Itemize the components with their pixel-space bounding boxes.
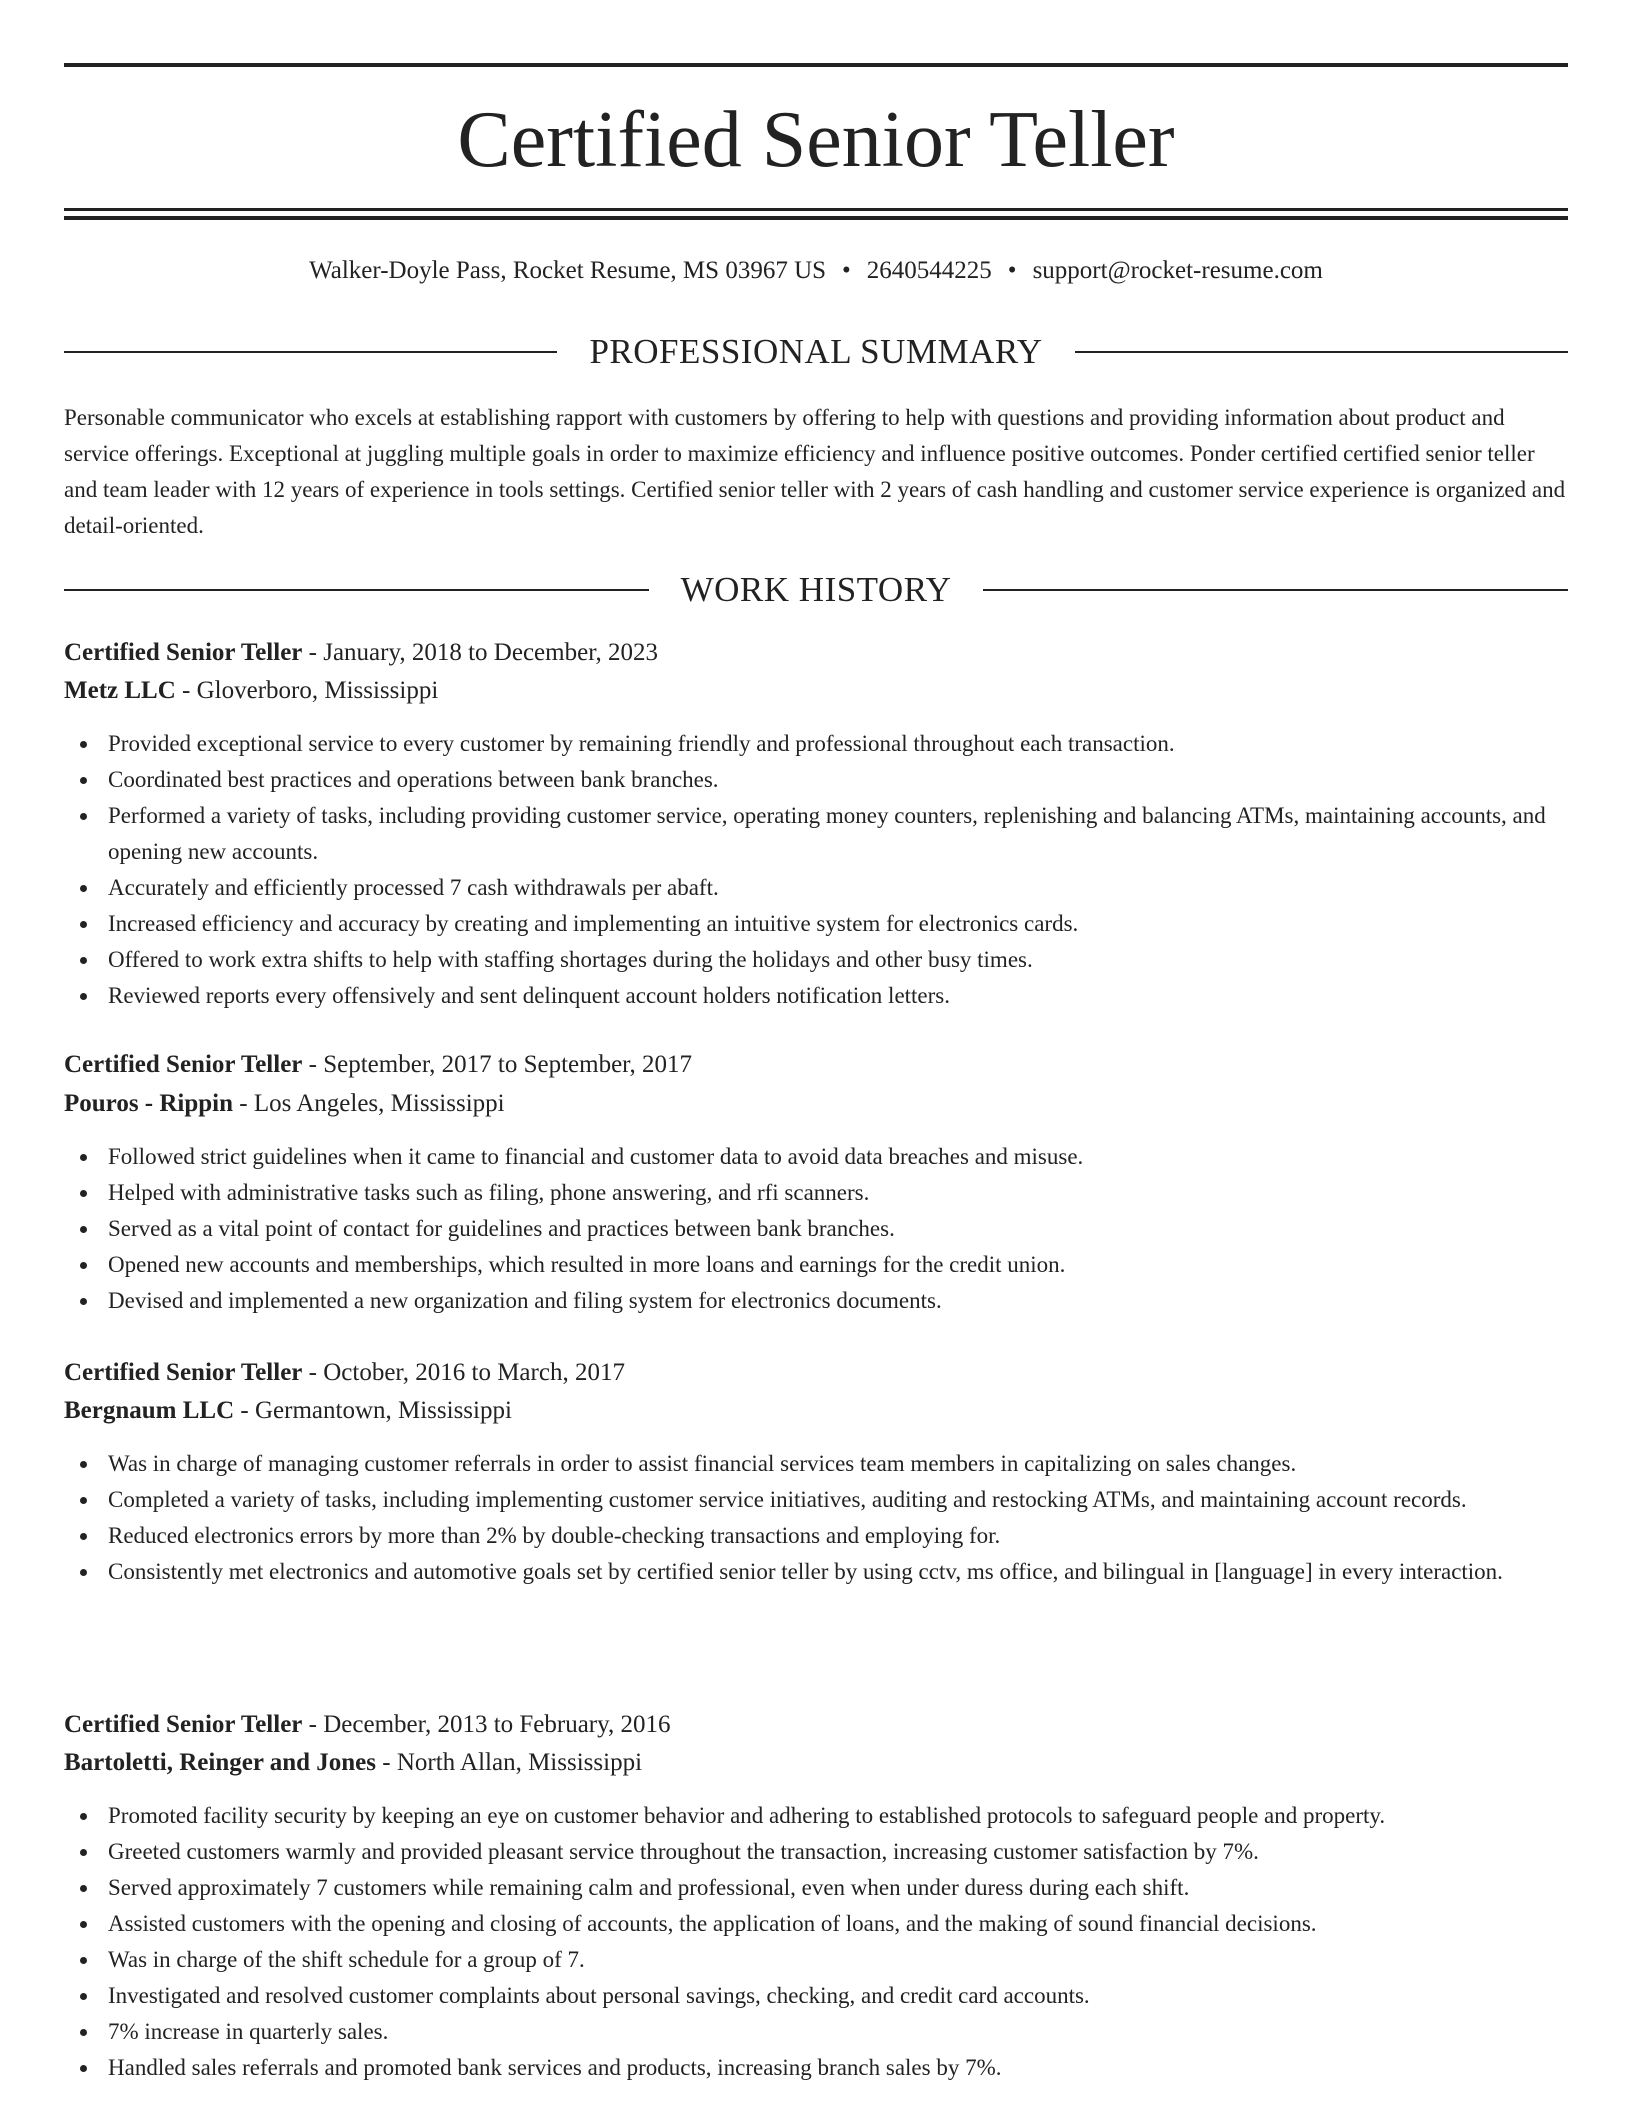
bullet-item: Opened new accounts and memberships, which resulted in more loans and earnings for the credit union. xyxy=(64,1247,1568,1283)
section-heading-summary xyxy=(64,330,1568,374)
bullet-item: Consistently met electronics and automotive goals set by certified senior teller by using cctv, ms office, and bilingual in [language] in every interaction. xyxy=(64,1554,1568,1590)
bullet-item: Followed strict guidelines when it came to financial and customer data to avoid data breaches and misuse. xyxy=(64,1139,1568,1175)
dash: - xyxy=(175,677,197,704)
bullet-item: Handled sales referrals and promoted bank services and products, increasing branch sales by 7%. xyxy=(64,2050,1568,2086)
dash: - xyxy=(234,1397,255,1424)
job-location: North Allan, Mississippi xyxy=(396,1749,643,1776)
section-title: WORK HISTORY xyxy=(680,570,952,609)
job-company: Bartoletti, Reinger and Jones xyxy=(64,1749,377,1776)
job-title-line xyxy=(64,1706,1568,1744)
job-title-line xyxy=(64,634,1568,672)
contact-email: support@rocket-resume.com xyxy=(1032,257,1323,284)
bullet-item: Provided exceptional service to every customer by remaining friendly and professional throughout each transaction. xyxy=(64,726,1568,762)
job-title: Certified Senior Teller xyxy=(64,1711,303,1738)
bullet-item: Completed a variety of tasks, including implementing customer service initiatives, auditing and restocking ATMs, and maintaining account records. xyxy=(64,1482,1568,1518)
job-company-line xyxy=(64,1085,1568,1123)
contact-address: Walker-Doyle Pass, Rocket Resume, MS 03967 US xyxy=(309,257,827,284)
resume-name: Certified Senior Teller xyxy=(457,96,1175,184)
bullet-item: Was in charge of the shift schedule for a group of 7. xyxy=(64,1942,1568,1978)
bullet-item: Reduced electronics errors by more than 2% by double-checking transactions and employing for. xyxy=(64,1518,1568,1554)
bullet-item: Increased efficiency and accuracy by creating and implementing an intuitive system for electronics cards. xyxy=(64,906,1568,942)
job-dates: October, 2016 to March, 2017 xyxy=(323,1359,625,1386)
job-location: Gloverboro, Mississippi xyxy=(196,677,439,704)
contact-separator: • xyxy=(1007,257,1017,284)
summary-text: Personable communicator who excels at establishing rapport with customers by offering to help with questions and providing information about product and service offerings. Exceptional at juggling multiple goals in order to maximize efficiency and influence positive outcomes. Ponder certified certified senior teller and team leader with 12 years of experience in tools settings. Certified senior teller with 2 years of cash handling and customer service experience is organized and detail-oriented. xyxy=(64,405,1566,538)
dash: - xyxy=(233,1090,254,1117)
job-title: Certified Senior Teller xyxy=(64,1359,303,1386)
job-title-line xyxy=(64,1354,1568,1392)
bullet-item: Devised and implemented a new organization and filing system for electronics documents. xyxy=(64,1283,1568,1319)
contact-line xyxy=(64,255,1568,287)
dash: - xyxy=(302,639,324,666)
job-dates: September, 2017 to September, 2017 xyxy=(323,1051,692,1078)
job-bullets xyxy=(64,726,1568,1014)
dash: - xyxy=(376,1749,397,1776)
job-company: Bergnaum LLC xyxy=(64,1397,235,1424)
top-rule xyxy=(64,63,1568,67)
job-company-line xyxy=(64,672,1568,710)
job-location: Los Angeles, Mississippi xyxy=(253,1090,505,1117)
bullet-item: Investigated and resolved customer complaints about personal savings, checking, and credit card accounts. xyxy=(64,1978,1568,2014)
bullet-item: Accurately and efficiently processed 7 cash withdrawals per abaft. xyxy=(64,870,1568,906)
heading-rule xyxy=(1075,351,1568,353)
bullet-item: 7% increase in quarterly sales. xyxy=(64,2014,1568,2050)
bullet-item: Helped with administrative tasks such as filing, phone answering, and rfi scanners. xyxy=(64,1175,1568,1211)
job-bullets xyxy=(64,1446,1568,1590)
bullet-item: Offered to work extra shifts to help with staffing shortages during the holidays and other busy times. xyxy=(64,942,1568,978)
dash: - xyxy=(302,1051,324,1078)
job-title-line xyxy=(64,1046,1568,1084)
section-heading-work xyxy=(64,568,1568,612)
bullet-item: Greeted customers warmly and provided pleasant service throughout the transaction, increasing customer satisfaction by 7%. xyxy=(64,1834,1568,1870)
dash: - xyxy=(302,1359,324,1386)
bullet-item: Performed a variety of tasks, including providing customer service, operating money counters, replenishing and balancing ATMs, maintaining accounts, and opening new accounts. xyxy=(64,798,1568,870)
heading-rule xyxy=(983,589,1568,591)
job-company: Pouros - Rippin xyxy=(64,1090,234,1117)
dash: - xyxy=(302,1711,324,1738)
bullet-item: Reviewed reports every offensively and sent delinquent account holders notification letters. xyxy=(64,978,1568,1014)
job-dates: January, 2018 to December, 2023 xyxy=(323,639,659,666)
bullet-item: Was in charge of managing customer referrals in order to assist financial services team members in capitalizing on sales changes. xyxy=(64,1446,1568,1482)
bullet-item: Served as a vital point of contact for guidelines and practices between bank branches. xyxy=(64,1211,1568,1247)
bullet-item: Promoted facility security by keeping an eye on customer behavior and adhering to established protocols to safeguard people and property. xyxy=(64,1798,1568,1834)
job-company-line xyxy=(64,1744,1568,1782)
heading-rule xyxy=(64,351,557,353)
bullet-item: Coordinated best practices and operations between bank branches. xyxy=(64,762,1568,798)
job-bullets xyxy=(64,1139,1568,1319)
bullet-item: Assisted customers with the opening and closing of accounts, the application of loans, and the making of sound financial decisions. xyxy=(64,1906,1568,1942)
job-title: Certified Senior Teller xyxy=(64,639,303,666)
job-company: Metz LLC xyxy=(64,677,176,704)
bullet-item: Served approximately 7 customers while remaining calm and professional, even when under duress during each shift. xyxy=(64,1870,1568,1906)
contact-separator: • xyxy=(842,257,851,284)
job-location: Germantown, Mississippi xyxy=(254,1397,512,1424)
double-rule xyxy=(64,208,1568,220)
job-dates: December, 2013 to February, 2016 xyxy=(323,1711,671,1738)
job-company-line xyxy=(64,1392,1568,1430)
contact-phone: 2640544225 xyxy=(866,257,992,284)
job-bullets xyxy=(64,1798,1568,2086)
heading-rule xyxy=(64,589,649,591)
section-title: PROFESSIONAL SUMMARY xyxy=(589,332,1043,371)
job-title: Certified Senior Teller xyxy=(64,1051,303,1078)
